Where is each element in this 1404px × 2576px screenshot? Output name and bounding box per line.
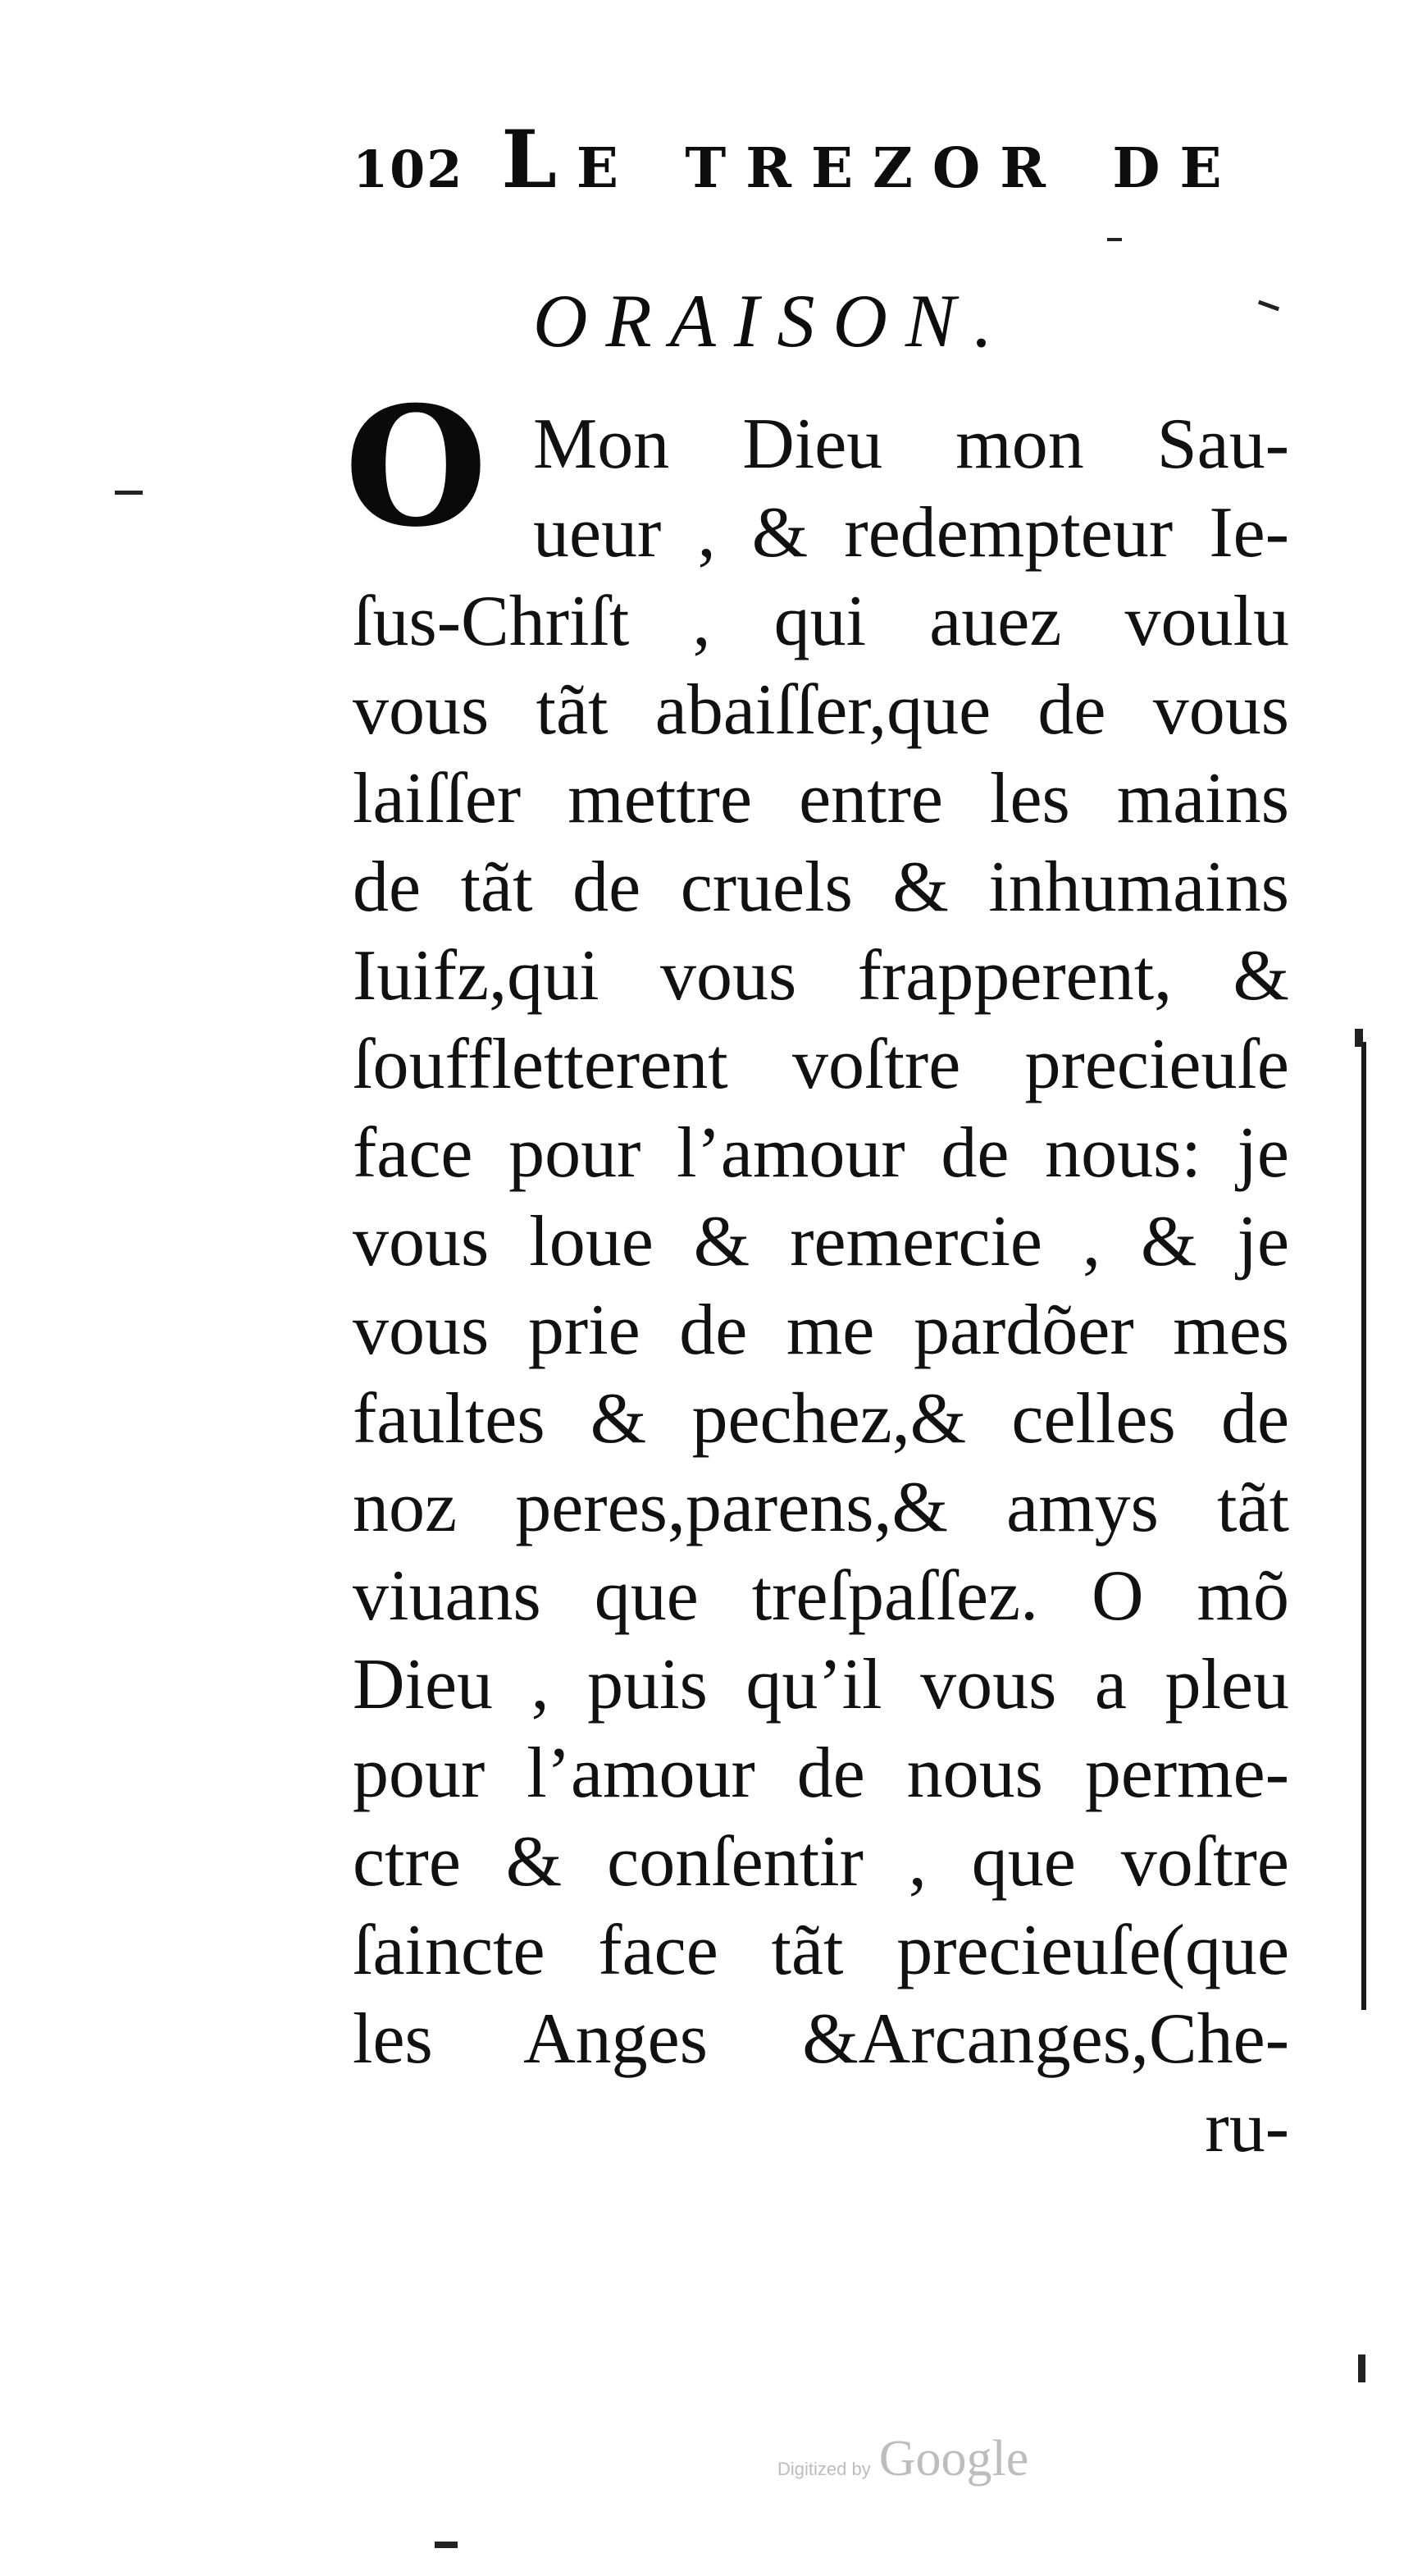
speck <box>1258 300 1279 312</box>
text-line: pour l’amour de nous perme- <box>353 1733 1289 1813</box>
text-line: Mon Dieu mon Sau- <box>533 404 1289 484</box>
text-line: noz peres,parens,& amys tãt <box>353 1468 1289 1547</box>
text-line: ſus-Chriſt , qui auez voulu <box>353 582 1289 661</box>
running-head-title: Le trezor de <box>501 113 1242 206</box>
speck <box>1355 1029 1363 1047</box>
drop-cap: O <box>344 371 488 564</box>
speck <box>115 491 143 495</box>
google-brand: Google <box>878 2431 1029 2487</box>
text-line: ſouffletterent voſtre precieuſe <box>353 1025 1289 1104</box>
running-head <box>353 113 1288 206</box>
text-line: viuans que treſpaſſez. O mõ <box>353 1556 1289 1636</box>
page-edge-shadow <box>1361 1042 1366 2010</box>
text-line: de tãt de cruels & inhumains <box>353 847 1289 927</box>
speck <box>1358 2354 1365 2382</box>
text-line: vous loue & remercie , & je <box>353 1202 1289 1281</box>
page-number: 102 <box>353 139 464 199</box>
text-line: Dieu , puis qu’il vous a pleu <box>353 1645 1289 1724</box>
text-line: vous prie de me pardõer mes <box>353 1290 1289 1370</box>
text-line: laiſſer mettre entre les mains <box>353 759 1289 838</box>
text-line: ueur , & redempteur Ie- <box>533 493 1289 573</box>
text-line: vous tãt abaiſſer,que de vous <box>353 670 1289 750</box>
catchword: ru- <box>1205 2088 1289 2167</box>
speck <box>1107 238 1122 241</box>
text-line: ſaincte face tãt precieuſe(que <box>353 1911 1289 1990</box>
text-line: faultes & pechez,& celles de <box>353 1379 1289 1459</box>
speck <box>435 2542 458 2548</box>
digitized-label: Digitized by <box>777 2459 871 2479</box>
body-text <box>344 371 1289 2205</box>
text-line: Iuifz,qui vous frapperent, & <box>353 936 1289 1016</box>
text-line: ctre & conſentir , que voſtre <box>353 1822 1289 1902</box>
section-title: ORAISON. <box>533 279 1011 363</box>
text-line: face pour l’amour de nous: je <box>353 1113 1289 1193</box>
text-line: les Anges &Arcanges,Che- <box>353 1999 1289 2079</box>
digitized-by-google <box>777 2430 1073 2504</box>
